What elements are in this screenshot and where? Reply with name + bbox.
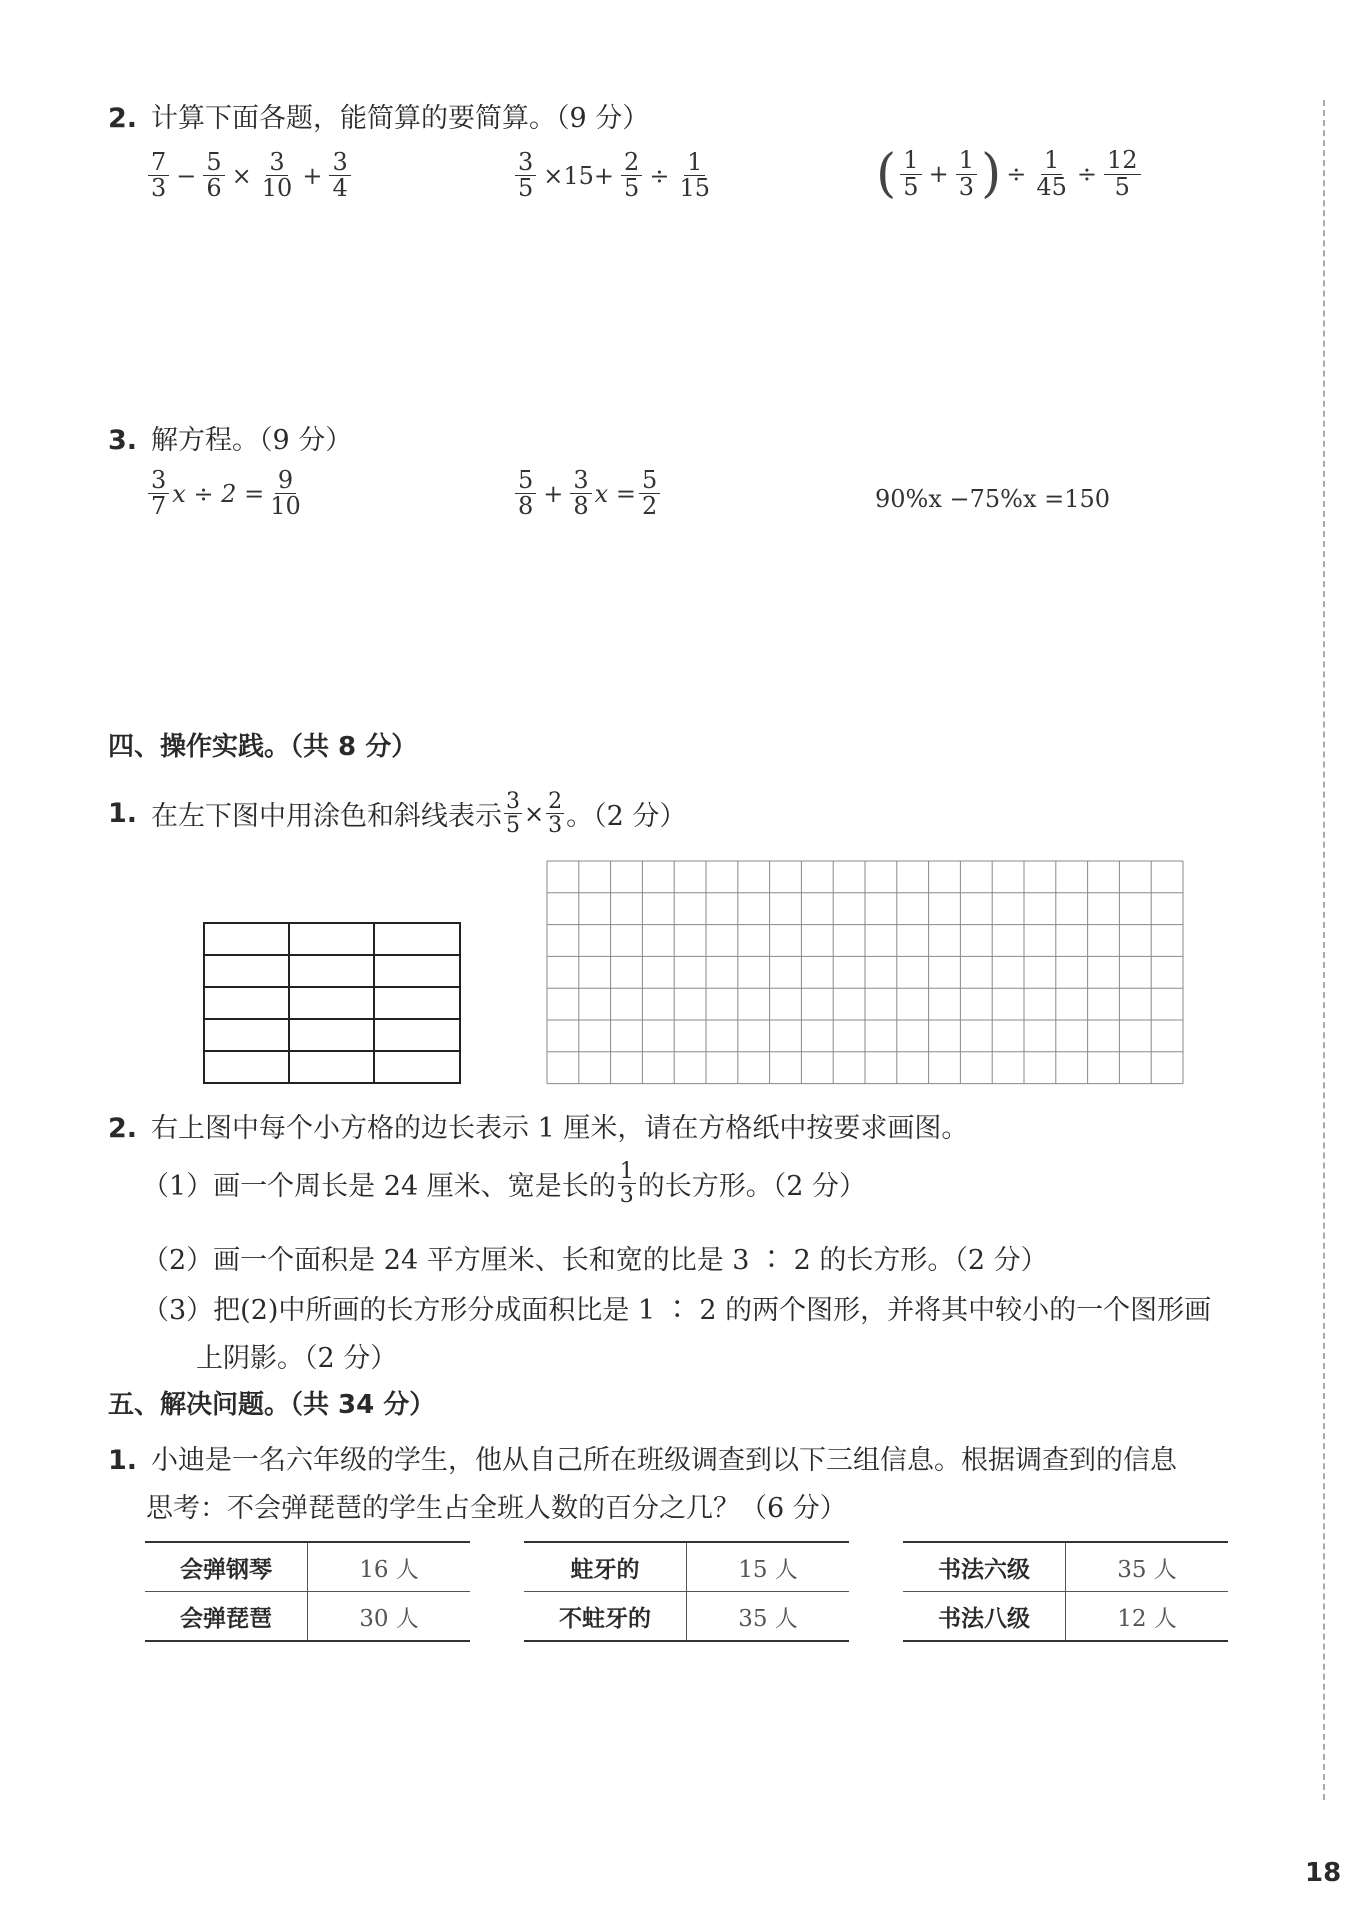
question-text: 右上图中每个小方格的边长表示 1 厘米，请在方格纸中按要求画图。 bbox=[151, 1113, 969, 1144]
question-text: 小迪是一名六年级的学生，他从自己所在班级调查到以下三组信息。根据调查到的信息 bbox=[151, 1445, 1178, 1476]
section-4-question-1: 1. 在左下图中用涂色和斜线表示 $\frac{3}{5}$ × $\frac{2}{3}$ 。（2 分） bbox=[108, 789, 687, 839]
table-value: 15 人 bbox=[687, 1542, 850, 1592]
table-row bbox=[145, 1542, 470, 1592]
table-value: 35 人 bbox=[1066, 1542, 1229, 1592]
equation-text: 90%x −75%x =150 bbox=[875, 485, 1111, 513]
sub-question-1: （1）画一个周长是 24 厘米、宽是长的 $\frac{1}{3}$ 的长方形。（2 分） bbox=[142, 1159, 866, 1209]
question-2 bbox=[108, 96, 649, 135]
calc-expression-1: $\frac{7}{3}$ − $\frac{5}{6}$ × $\frac{3}{10}$ + $\frac{3}{4}$ bbox=[145, 150, 354, 201]
table-row bbox=[524, 1592, 849, 1642]
table-value: 16 人 bbox=[308, 1542, 471, 1592]
question-number: 3. bbox=[108, 425, 138, 456]
question-number: 1. bbox=[108, 1445, 138, 1476]
equation-text: x = bbox=[594, 479, 636, 508]
info-table-calligraphy bbox=[903, 1541, 1228, 1642]
table-value: 12 人 bbox=[1066, 1592, 1229, 1642]
question-text-tail: 。（2 分） bbox=[566, 801, 687, 833]
rectangle-grid-diagram bbox=[203, 922, 463, 1087]
question-text: 在左下图中用涂色和斜线表示 bbox=[151, 801, 503, 833]
table-row bbox=[903, 1592, 1228, 1642]
table-row bbox=[903, 1542, 1228, 1592]
info-table-instruments bbox=[145, 1541, 470, 1642]
question-text: 计算下面各题，能简算的要简算。（9 分） bbox=[151, 103, 650, 134]
table-key: 会弹钢琴 bbox=[145, 1542, 308, 1592]
question-number: 1. bbox=[108, 798, 138, 830]
table-value: 35 人 bbox=[687, 1592, 850, 1642]
question-number: 2. bbox=[108, 1113, 138, 1144]
table-key: 书法八级 bbox=[903, 1592, 1066, 1642]
sub-question-text-tail: 的长方形。（2 分） bbox=[637, 1171, 866, 1203]
calc-expression-3: ( $\frac{1}{5}$ + $\frac{1}{3}$ ) ÷ $\frac{1}{45}$ ÷ $\frac{12}{5}$ bbox=[875, 148, 1144, 200]
sub-question-2: （2）画一个面积是 24 平方厘米、长和宽的比是 3 ∶ 2 的长方形。（2 分） bbox=[142, 1245, 1048, 1276]
section-4-title: 四、操作实践。（共 8 分） bbox=[108, 732, 418, 762]
table-key: 蛀牙的 bbox=[524, 1542, 687, 1592]
sub-question-text: （1）画一个周长是 24 厘米、宽是长的 bbox=[142, 1171, 616, 1203]
sub-question-3-line-1: （3）把(2)中所画的长方形分成面积比是 1 ∶ 2 的两个图形，并将其中较小的一个图形画 bbox=[142, 1295, 1212, 1326]
equation-3 bbox=[875, 485, 1110, 513]
table-key: 会弹琵琶 bbox=[145, 1592, 308, 1642]
equation-1: $\frac{3}{7}$ x ÷ 2 = $\frac{9}{10}$ bbox=[145, 468, 307, 519]
table-key: 书法六级 bbox=[903, 1542, 1066, 1592]
table-row bbox=[145, 1592, 470, 1642]
info-table-teeth bbox=[524, 1541, 849, 1642]
question-number: 2. bbox=[108, 103, 138, 134]
equation-text: x ÷ 2 = bbox=[172, 479, 265, 508]
section-5-question-1 bbox=[108, 1438, 1177, 1477]
page-number: 18 bbox=[1305, 1858, 1342, 1888]
section-5-title: 五、解决问题。（共 34 分） bbox=[108, 1390, 436, 1420]
table-key: 不蛀牙的 bbox=[524, 1592, 687, 1642]
table-value: 30 人 bbox=[308, 1592, 471, 1642]
calc-expression-2: $\frac{3}{5}$ ×15+ $\frac{2}{5}$ ÷ $\frac{1}{15}$ bbox=[512, 150, 716, 201]
section-5-question-1-line-2: 思考：不会弹琵琶的学生占全班人数的百分之几？（6 分） bbox=[146, 1493, 847, 1524]
equation-2: $\frac{5}{8}$ + $\frac{3}{8}$ x = $\frac{5}{2}$ bbox=[512, 468, 663, 519]
question-3 bbox=[108, 418, 352, 457]
question-text: 解方程。（9 分） bbox=[151, 425, 353, 456]
table-row bbox=[524, 1542, 849, 1592]
square-grid-paper[interactable] bbox=[546, 860, 1186, 1086]
section-4-question-2 bbox=[108, 1106, 968, 1145]
sub-question-3-line-2: 上阴影。（2 分） bbox=[196, 1343, 398, 1374]
binding-dashed-line bbox=[1323, 100, 1325, 1800]
